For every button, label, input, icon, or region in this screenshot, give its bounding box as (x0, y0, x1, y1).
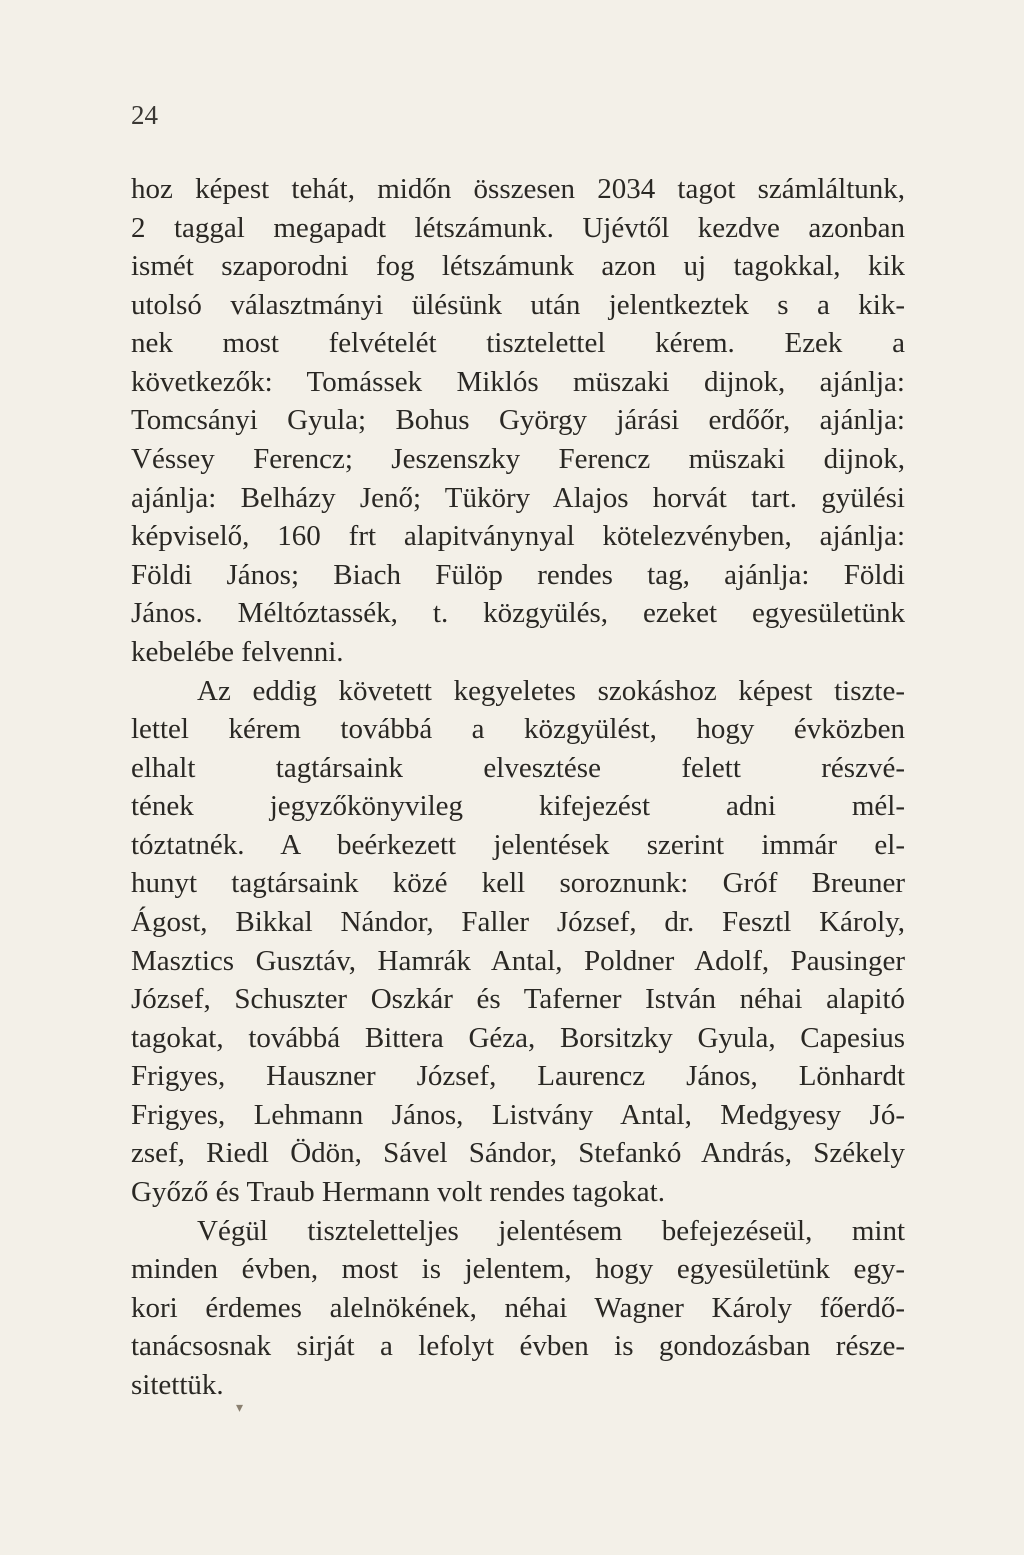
text-line: Végül tiszteletteljes jelentésem befejezéseül, mint (197, 1214, 905, 1247)
text-line: nek most felvételét tisztelettel kérem. Ezek a (131, 327, 905, 360)
text-line: ismét szaporodni fog létszámunk azon uj tagokkal, kik (131, 250, 905, 283)
text-line: Masztics Gusztáv, Hamrák Antal, Poldner Adolf, Pausinger (131, 944, 905, 977)
text-line: utolsó választmányi ülésünk után jelentkeztek s a kik- (131, 288, 905, 321)
text-line: ajánlja: Belházy Jenő; Tüköry Alajos horvát tart. gyülési (131, 481, 905, 514)
text-line: Frigyes, Hauszner József, Laurencz János, Lönhardt (131, 1060, 905, 1093)
text-line: Ágost, Bikkal Nándor, Faller József, dr. Fesztl Károly, (131, 905, 905, 938)
text-line: hoz képest tehát, midőn összesen 2034 tagot számláltunk, (131, 173, 905, 205)
text-line: Frigyes, Lehmann János, Listvány Antal, Medgyesy Jó- (131, 1098, 905, 1131)
text-line: tagokat, továbbá Bittera Géza, Borsitzky Gyula, Capesius (131, 1021, 905, 1054)
text-line: János. Méltóztassék, t. közgyülés, ezeket egyesületünk (131, 597, 905, 630)
text-line: Az eddig követett kegyeletes szokáshoz képest tiszte- (197, 674, 905, 707)
text-line: tanácsosnak sirját a lefolyt évben is gondozásban része- (131, 1330, 905, 1363)
text-line: kori érdemes alelnökének, néhai Wagner Károly főerdő- (131, 1291, 905, 1324)
body-text (131, 170, 905, 1405)
text-line: Véssey Ferencz; Jeszenszky Ferencz müszaki dijnok, (131, 443, 905, 476)
text-line: lettel kérem továbbá a közgyülést, hogy évközben (131, 713, 905, 746)
text-line: sitettük. (131, 1368, 224, 1401)
text-line: hunyt tagtársaink közé kell soroznunk: Gróf Breuner (131, 867, 905, 900)
text-line: következők: Tomássek Miklós müszaki dijnok, ajánlja: (131, 365, 905, 398)
text-line: Tomcsányi Gyula; Bohus György járási erdőőr, ajánlja: (131, 404, 905, 437)
text-line: Győző és Traub Hermann volt rendes tagokat. (131, 1176, 665, 1209)
text-line: elhalt tagtársaink elvesztése felett részvé- (131, 751, 905, 784)
text-line: tóztatnék. A beérkezett jelentések szerint immár el- (131, 828, 905, 861)
text-line: Földi János; Biach Fülöp rendes tag, ajánlja: Földi (131, 558, 905, 591)
text-line: zsef, Riedl Ödön, Sável Sándor, Stefankó András, Székely (131, 1137, 905, 1170)
text-line: József, Schuszter Oszkár és Taferner István néhai alapitó (131, 983, 905, 1016)
text-line: képviselő, 160 frt alapitványnyal kötelezvényben, ajánlja: (131, 520, 905, 553)
text-line: kebelébe felvenni. (131, 635, 344, 668)
text-line: 2 taggal megapadt létszámunk. Ujévtől kezdve azonban (131, 211, 905, 244)
text-line: tének jegyzőkönyvileg kifejezést adni mél- (131, 790, 905, 823)
page-number: 24 (131, 100, 158, 130)
ink-speck: ▾ (236, 1401, 244, 1416)
text-line: minden évben, most is jelentem, hogy egyesületünk egy- (131, 1253, 905, 1286)
